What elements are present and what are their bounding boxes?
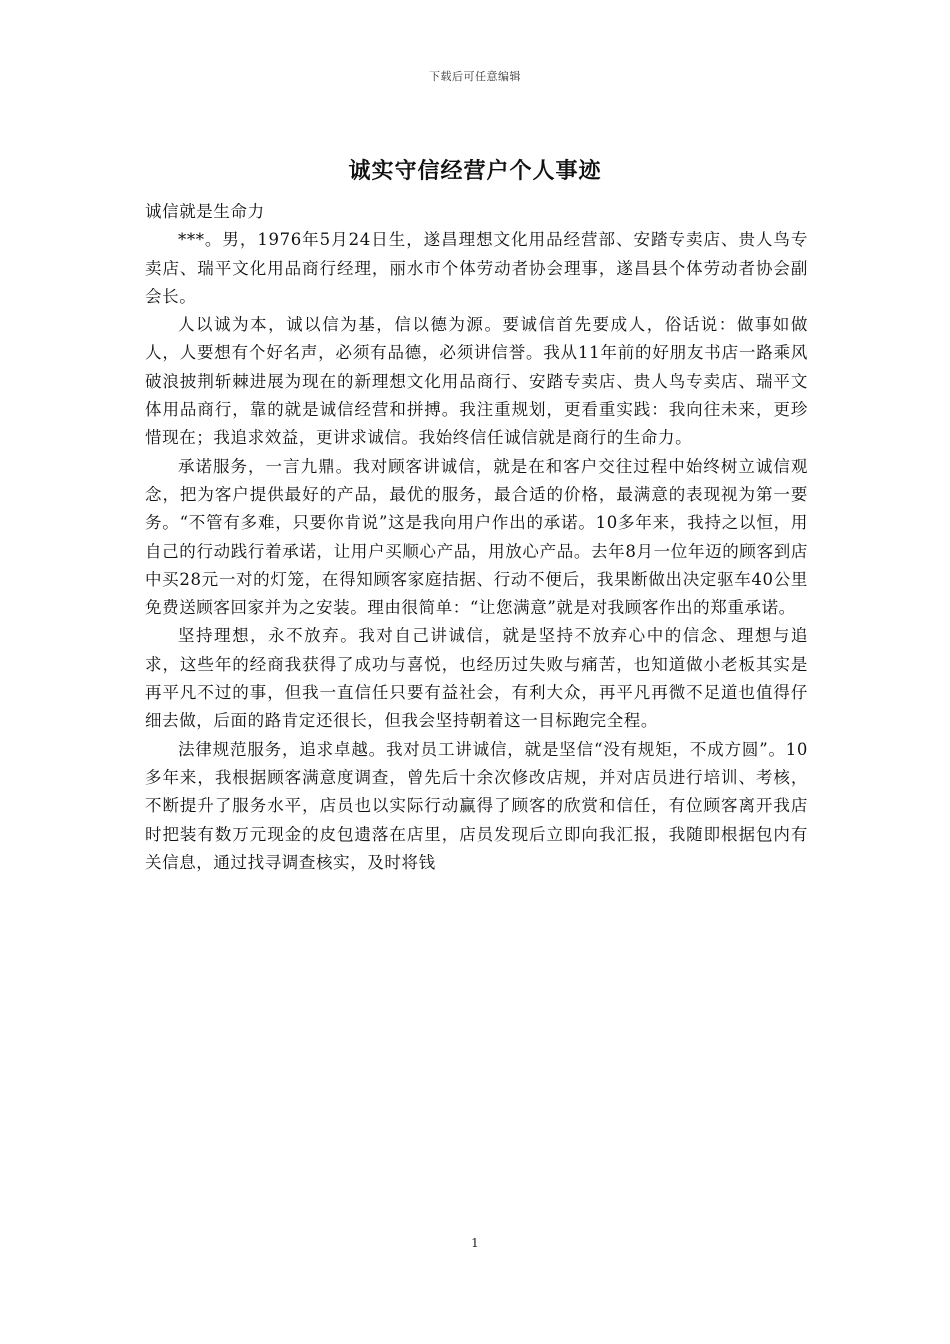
document-subtitle: 诚信就是生命力 [145,202,265,221]
paragraph: 法律规范服务，追求卓越。我对员工讲诚信，就是坚信“没有规矩，不成方圆”。10多年来，我根据顾客满意度调查，曾先后十余次修改店规，并对店员进行培训、考核，不断提升了服务水平，店员也以实际行动赢得了顾客的欣赏和信任，有位顾客离开我店时把装有数万元现金的皮包遗落在店里，店员发现后立即向我汇报，我随即根据包内有关信息，通过找寻调查核实，及时将钱 [145,739,808,872]
document-body [145,198,808,877]
paragraph: 承诺服务，一言九鼎。我对顾客讲诚信，就是在和客户交往过程中始终树立诚信观念，把为客户提供最好的产品，最优的服务，最合适的价格，最满意的表现视为第一要务。“不管有多难，只要你肯说”这是我向用户作出的承诺。10多年来，我持之以恒，用自己的行动践行着承诺，让用户买顺心产品，用放心产品。去年8月一位年迈的顾客到店中买28元一对的灯笼，在得知顾客家庭拮据、行动不便后，我果断做出决定驱车40公里免费送顾客回家并为之安装。理由很简单：“让您满意”就是对我顾客作出的郑重承诺。 [145,456,808,618]
header-note: 下载后可任意编辑 [429,70,521,83]
paragraph: ***。男，1976年5月24日生，遂昌理想文化用品经营部、安踏专卖店、贵人鸟专卖店、瑞平文化用品商行经理，丽水市个体劳动者协会理事，遂昌县个体劳动者协会副会长。 [145,230,808,306]
paragraph: 人以诚为本，诚以信为基，信以德为源。要诚信首先要成人，俗话说：做事如做人，人要想有个好名声，必须有品德，必须讲信誉。我从11年前的好朋友书店一路乘风破浪披荆斩棘进展为现在的新理想文化用品商行、安踏专卖店、贵人鸟专卖店、瑞平文体用品商行，靠的就是诚信经营和拼搏。我注重规划，更看重实践：我向往未来，更珍惜现在；我追求效益，更讲求诚信。我始终信任诚信就是商行的生命力。 [145,315,808,448]
page-number: 1 [471,1236,479,1250]
document-title: 诚实守信经营户个人事迹 [348,158,602,184]
paragraph: 坚持理想，永不放弃。我对自己讲诚信，就是坚持不放弃心中的信念、理想与追求，这些年的经商我获得了成功与喜悦，也经历过失败与痛苦，也知道做小老板其实是再平凡不过的事，但我一直信任只要有益社会，有利大众，再平凡再微不足道也值得仔细去做，后面的路肯定还很长，但我会坚持朝着这一目标跑完全程。 [145,626,808,731]
